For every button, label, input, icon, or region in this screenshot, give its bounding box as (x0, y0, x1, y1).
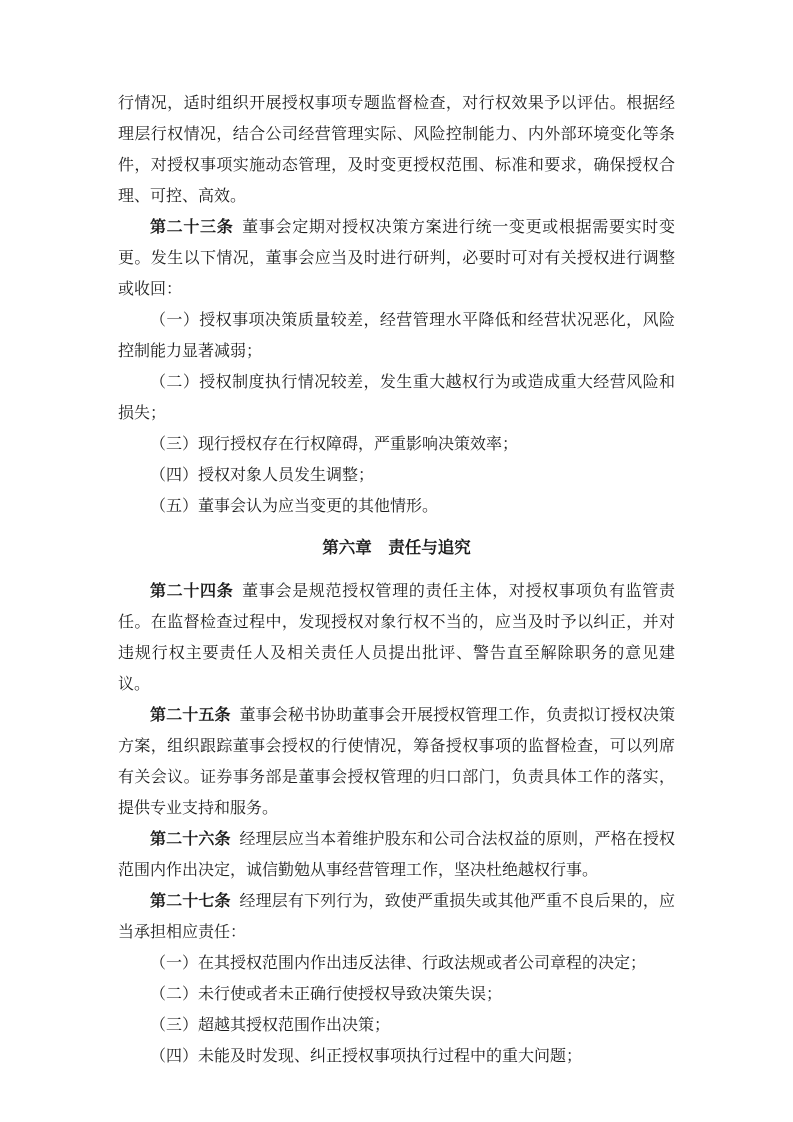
paragraph (118, 212, 675, 305)
paragraph (118, 576, 675, 700)
paragraph-text: 经理层应当本着维护股东和公司合法权益的原则，严格在授权范围内作出决定，诚信勤勉从事经营管理工作，坚决杜绝越权行事。 (118, 831, 675, 879)
paragraph (118, 305, 675, 367)
paragraph-text: 行情况，适时组织开展授权事项专题监督检查，对行权效果予以评估。根据经理层行权情况，结合公司经营管理实际、风险控制能力、内外部环境变化等条件，对授权事项实施动态管理，及时变更授权范围、标准和要求，确保授权合理、可控、高效。 (118, 95, 675, 205)
paragraph (118, 491, 675, 522)
article-number: 第二十七条 (150, 893, 231, 910)
paragraph-text: 董事会秘书协助董事会开展授权管理工作，负责拟订授权决策方案，组织跟踪董事会授权的行使情况，筹备授权事项的监督检查，可以列席有关会议。证券事务部是董事会授权管理的归口部门，负责具体工作的落实，提供专业支持和服务。 (118, 707, 675, 817)
paragraph-text: 董事会是规范授权管理的责任主体，对授权事项负有监管责任。在监督检查过程中，发现授权对象行权不当的，应当及时予以纠正，并对违规行权主要责任人及相关责任人员提出批评、警告直至解除职务的意见建议。 (118, 583, 675, 693)
paragraph-text: （四）未能及时发现、纠正授权事项执行过程中的重大问题； (150, 1048, 583, 1065)
paragraph (118, 979, 675, 1010)
paragraph-text: （五）董事会认为应当变更的其他情形。 (150, 498, 439, 515)
paragraph-text: （四）授权对象人员发生调整； (150, 467, 375, 484)
paragraph (118, 948, 675, 979)
paragraph (118, 700, 675, 824)
paragraph-text: （二）授权制度执行情况较差，发生重大越权行为或造成重大经营风险和损失； (118, 374, 675, 422)
document-content (118, 88, 675, 1072)
paragraph (118, 824, 675, 886)
paragraph (118, 367, 675, 429)
paragraph-text: 经理层有下列行为，致使严重损失或其他严重不良后果的，应当承担相应责任： (118, 893, 675, 941)
chapter-heading: 第六章 责任与追究 (322, 538, 471, 557)
paragraph-text: （三）现行授权存在行权障碍，严重影响决策效率； (150, 436, 519, 453)
paragraph-text: （三）超越其授权范围作出决策； (150, 1017, 391, 1034)
paragraph-text: （一）授权事项决策质量较差，经营管理水平降低和经营状况恶化，风险控制能力显著减弱； (118, 312, 675, 360)
article-number: 第二十六条 (150, 831, 231, 848)
paragraph (118, 886, 675, 948)
paragraph (118, 460, 675, 491)
paragraph (118, 1010, 675, 1041)
article-number: 第二十四条 (150, 583, 234, 600)
paragraph-text: 董事会定期对授权决策方案进行统一变更或根据需要实时变更。发生以下情况，董事会应当及时进行研判，必要时可对有关授权进行调整或收回： (118, 219, 675, 298)
paragraph-text: （二）未行使或者未正确行使授权导致决策失误； (150, 986, 503, 1003)
paragraph-text: （一）在其授权范围内作出违反法律、行政法规或者公司章程的决定； (150, 955, 647, 972)
paragraph (118, 429, 675, 460)
paragraph (118, 88, 675, 212)
article-number: 第二十三条 (150, 219, 234, 236)
paragraph (118, 1041, 675, 1072)
article-number: 第二十五条 (150, 707, 231, 724)
